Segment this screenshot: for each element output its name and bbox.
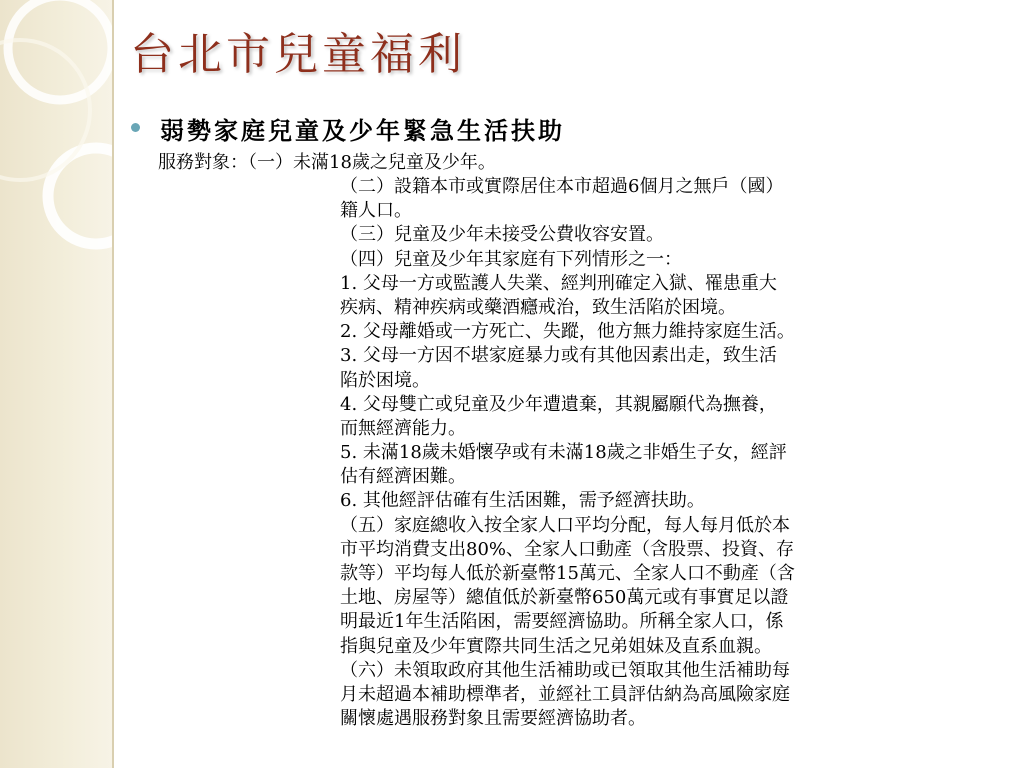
body-line: 6. 其他經評估確有生活困難，需予經濟扶助。 <box>340 490 705 512</box>
body-line: 籍人口。 <box>340 200 412 222</box>
body-line: 估有經濟困難。 <box>340 466 466 488</box>
body-line: （五）家庭總收入按全家人口平均分配，每人每月低於本 <box>340 514 790 536</box>
body-line: 2. 父母離婚或一方死亡、失蹤，他方無力維持家庭生活。 <box>340 321 795 343</box>
body-line: 土地、房屋等）總值低於新臺幣650萬元或有事實足以證 <box>340 587 789 609</box>
body-line: 市平均消費支出80%、全家人口動產（含股票、投資、存 <box>340 538 795 560</box>
body-line: 陷於困境。 <box>340 369 430 391</box>
body-line: 3. 父母一方因不堪家庭暴力或有其他因素出走，致生活 <box>340 345 777 367</box>
bullet-heading: 弱勢家庭兒童及少年緊急生活扶助 <box>160 116 565 145</box>
panel-divider <box>112 0 114 768</box>
body-line: 疾病、精神疾病或藥酒癮戒治，致生活陷於困境。 <box>340 296 736 318</box>
body-line: （四）兒童及少年其家庭有下列情形之一： <box>340 248 682 270</box>
body-line: 明最近1年生活陷困，需要經濟協助。所稱全家人口，係 <box>340 611 784 633</box>
body-line: （二）設籍本市或實際居住本市超過6個月之無戶（國） <box>340 176 784 197</box>
body-line: （六）未領取政府其他生活補助或已領取其他生活補助每 <box>340 659 790 681</box>
slide-title: 台北市兒童福利 <box>130 29 466 80</box>
body-line: 指與兒童及少年實際共同生活之兄弟姐妹及直系血親。 <box>340 635 772 657</box>
body-line: 4. 父母雙亡或兒童及少年遭遺棄，其親屬願代為撫養， <box>340 393 777 415</box>
service-target-label: 服務對象：（一）未滿18歲之兒童及少年。 <box>158 152 496 173</box>
body-line: 月未超過本補助標準者，並經社工員評估納為高風險家庭 <box>340 683 790 705</box>
body-line: （三）兒童及少年未接受公費收容安置。 <box>340 224 664 246</box>
body-line: 關懷處遇服務對象且需要經濟協助者。 <box>340 708 646 730</box>
body-line: 而無經濟能力。 <box>340 417 466 439</box>
body-line: 1. 父母一方或監護人失業、經判刑確定入獄、罹患重大 <box>340 272 777 294</box>
service-target-body <box>340 175 995 731</box>
body-line: 5. 未滿18歲未婚懷孕或有未滿18歲之非婚生子女，經評 <box>340 442 787 464</box>
decorative-rings <box>0 0 130 330</box>
body-line: 款等）平均每人低於新臺幣15萬元、全家人口不動產（含 <box>340 563 795 584</box>
bullet-icon <box>131 123 140 132</box>
